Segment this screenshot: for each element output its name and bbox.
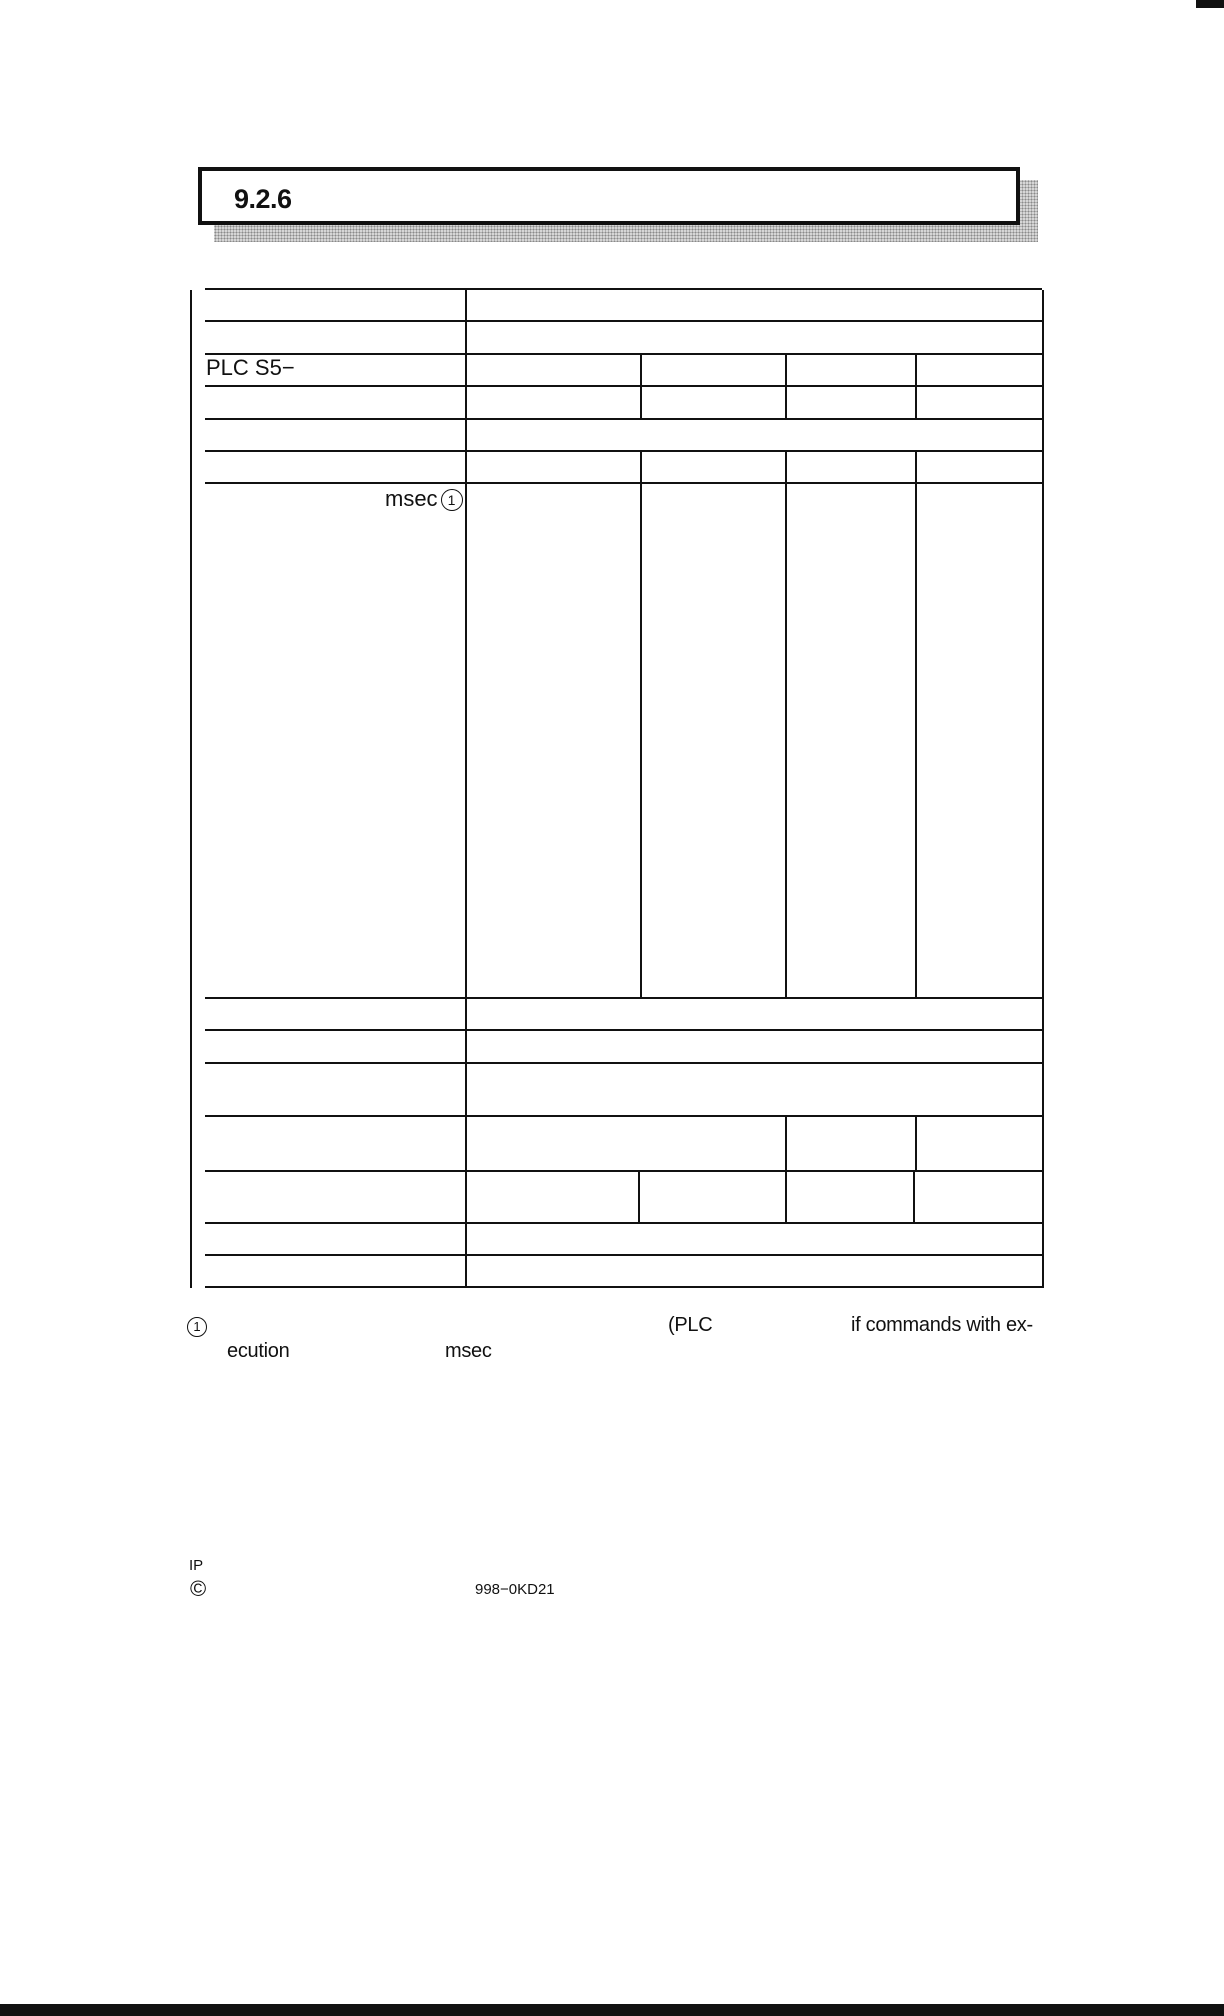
table-rule [205,1286,1042,1288]
table-rule [205,1170,1042,1172]
section-number: 9.2.6 [234,184,292,214]
footnote-fragment-commands: if commands with ex- [851,1314,1033,1336]
table-rule [205,1029,1042,1031]
table-rule [205,997,1042,999]
footnote-marker: 1 [187,1317,207,1337]
footnote-fragment-plc: (PLC [668,1314,713,1336]
footnote-fragment-msec: msec [445,1340,492,1362]
column-divider [785,353,787,418]
column-divider [785,1170,787,1222]
page-corner-mark [1196,0,1224,8]
page-bottom-bar [0,2004,1224,2016]
column-divider [913,1170,915,1222]
cycle-time-unit: msec [385,486,438,511]
column-divider [915,353,917,418]
table-rule [205,288,1042,290]
section-header [198,167,1020,225]
cycle-time-label [385,487,463,511]
order-number: 998−0KD21 [475,1581,555,1598]
column-divider [640,353,642,418]
column-divider [785,1115,787,1170]
table-rule [205,1254,1042,1256]
table-left-margin-bar [190,290,192,1288]
copyright-symbol: © [190,1576,207,1601]
plc-row-label: PLC S5− [206,355,295,380]
footnote-fragment-execution: ecution [227,1340,290,1362]
table-rule [205,1062,1042,1064]
column-divider [785,450,787,997]
table-rule [205,320,1042,322]
column-divider [640,450,642,997]
footer-code: IP [189,1557,204,1574]
column-divider [915,450,917,997]
label-column-divider [465,288,467,1288]
table-rule [205,1222,1042,1224]
footnote-reference: 1 [441,489,463,511]
table-right-margin-bar [1042,290,1044,1288]
column-divider [915,1115,917,1170]
table-rule [205,418,1042,420]
column-divider [638,1170,640,1222]
